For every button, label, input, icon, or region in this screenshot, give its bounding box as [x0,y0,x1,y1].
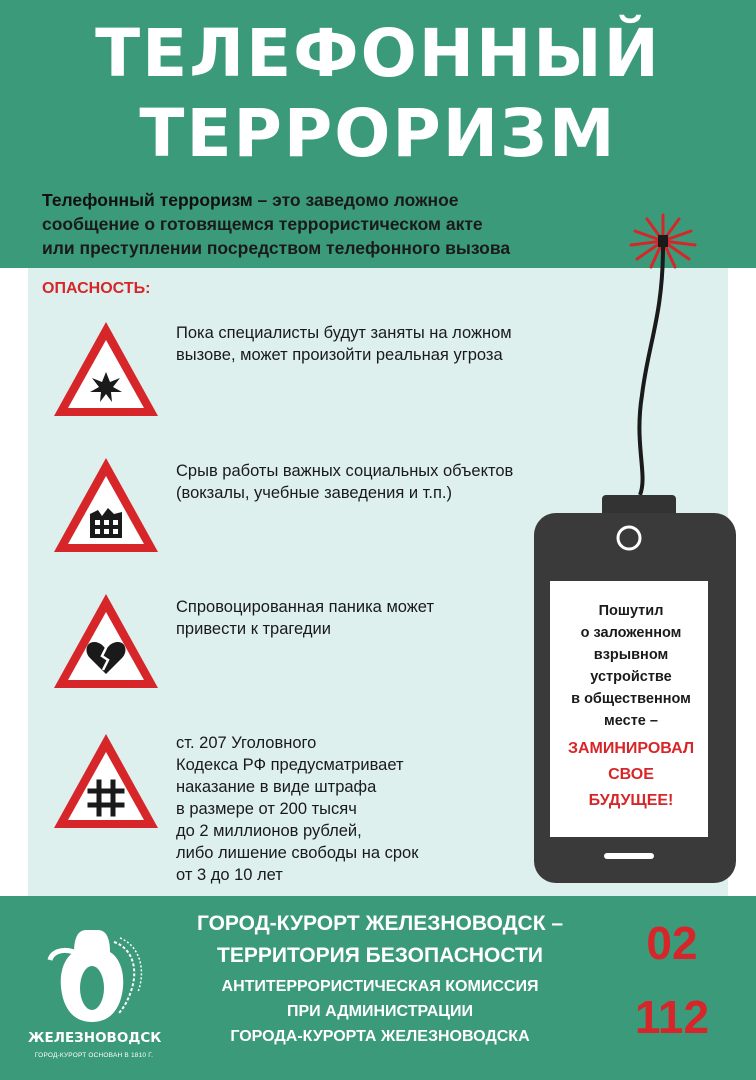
danger-label: ОПАСНОСТЬ: [42,280,151,297]
slogan-line-2: ТЕРРИТОРИЯ БЕЗОПАСНОСТИ [217,944,543,967]
title-line-1: ТЕЛЕФОННЫЙ [95,15,661,92]
danger-item-3-line-1: Спровоцированная паника может [176,598,434,616]
danger-item-4-line-6: либо лишение свободы на срок [176,844,419,862]
phone-alert [556,736,706,814]
city-slogan [150,908,610,972]
phone-message [556,600,706,732]
explosion-icon [50,316,162,420]
danger-item-4 [176,732,516,886]
danger-item-4-line-5: до 2 миллионов рублей, [176,822,362,840]
slogan-line-1: ГОРОД-КУРОРТ ЖЕЛЕЗНОВОДСК – [196,912,564,935]
prison-bars-icon [50,728,162,832]
danger-item-1-line-1: Пока специалисты будут заняты на ложном [176,324,512,342]
commission-name [150,974,610,1049]
danger-item-1-line-2: вызове, может произойти реальная угроза [176,346,503,364]
danger-item-4-line-7: от 3 до 10 лет [176,866,283,884]
warning-sign-heart [50,588,162,692]
warning-sign-prison [50,728,162,832]
emergency-number-02: 02 [646,917,698,969]
warning-sign-explosion [50,316,162,420]
phone-message-line-1: Пошутил [598,603,664,619]
definition-line-2: сообщение о готовящемся террористическом акте [42,214,483,234]
logo-name: ЖЕЛЕЗНОВОДСК [28,1030,162,1046]
danger-item-2-line-1: Срыв работы важных социальных объектов [176,462,514,480]
definition-line-3: или преступлении посредством телефонного вызова [42,238,511,258]
phone-alert-line-3: БУДУЩЕЕ! [588,792,674,809]
danger-item-3-line-2: привести к трагедии [176,620,331,638]
commission-line-1: АНТИТЕРРОРИСТИЧЕСКАЯ КОМИССИЯ [221,978,539,995]
phone-message-line-5: в общественном [571,691,691,707]
definition-text [42,188,602,260]
phone-message-line-6: месте – [604,713,658,729]
danger-item-4-line-4: в размере от 200 тысяч [176,800,357,818]
definition-line-1: – это заведомо ложное [252,190,459,210]
definition-term: Телефонный терроризм [42,190,253,210]
poster-title [0,14,756,174]
danger-item-3 [176,596,516,640]
danger-item-4-line-2: Кодекса РФ предусматривает [176,756,404,774]
phone-message-line-4: устройстве [590,669,672,685]
warning-sign-building [50,452,162,556]
phone-message-line-3: взрывном [593,647,669,663]
commission-line-2: ПРИ АДМИНИСТРАЦИИ [287,1003,473,1020]
jug-logo-icon [34,918,152,1028]
phone-alert-line-2: СВОЕ [608,766,654,783]
title-line-2: ТЕРРОРИЗМ [139,95,617,172]
danger-item-2-line-2: (вокзалы, учебные заведения и т.п.) [176,484,452,502]
phone-alert-line-1: ЗАМИНИРОВАЛ [567,740,695,757]
damaged-building-icon [50,452,162,556]
danger-item-1 [176,322,516,366]
phone-message-line-2: о заложенном [580,625,682,641]
commission-line-3: ГОРОДА-КУРОРТА ЖЕЛЕЗНОВОДСКА [230,1028,530,1045]
broken-heart-icon [50,588,162,692]
logo-subtitle: ГОРОД-КУРОРТ ОСНОВАН В 1810 Г. [34,1052,154,1059]
danger-item-4-line-1: ст. 207 Уголовного [176,734,317,752]
city-logo [34,918,152,1070]
emergency-number-112: 112 [634,991,710,1043]
danger-item-2 [176,460,516,504]
danger-item-4-line-3: наказание в виде штрафа [176,778,377,796]
